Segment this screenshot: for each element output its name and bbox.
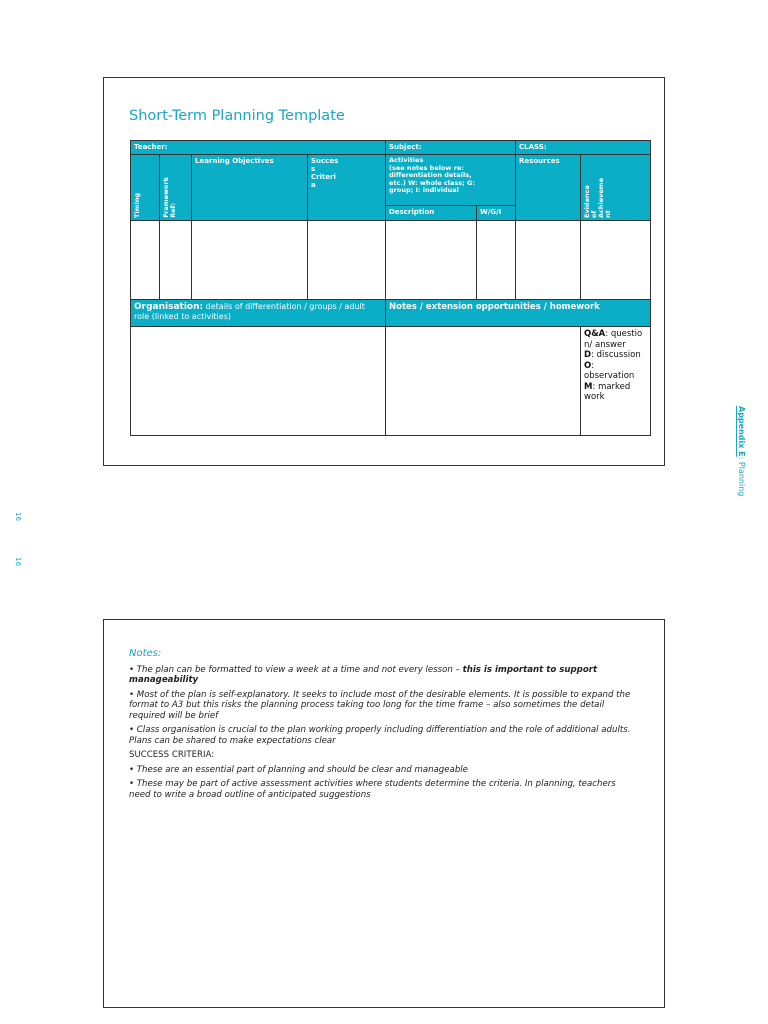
- d-text: : discussion: [591, 350, 641, 360]
- planning-table: [130, 140, 651, 436]
- evidence-cell[interactable]: [581, 221, 651, 300]
- success-criteria-heading: SUCCESS CRITERIA:: [129, 750, 215, 760]
- resources-label: Resources: [519, 157, 560, 165]
- resources-header: [516, 155, 581, 221]
- timing-label: Timing: [133, 193, 141, 218]
- organisation-header: [131, 300, 386, 327]
- wgi-label: W/G/I: [480, 208, 502, 216]
- assessment-key-cell: [581, 327, 651, 436]
- list-item: • These may be part of active assessment activities where students determine the criteria. In planning, teachers need to write a broad outline of anticipated suggestions: [129, 779, 616, 800]
- class-label: CLASS:: [519, 143, 547, 151]
- framework-header: [160, 155, 192, 221]
- success-criteria-cell[interactable]: [308, 221, 386, 300]
- subject-cell: [386, 141, 516, 155]
- appendix-suffix: : Planning: [737, 456, 746, 497]
- appendix-label: Appendix E: [737, 406, 746, 457]
- page-number: 16: [14, 557, 22, 566]
- success-criteria-header: [308, 155, 386, 221]
- timing-cell[interactable]: [131, 221, 160, 300]
- d-key: D: [584, 350, 592, 360]
- o-key: O: [584, 360, 592, 371]
- page-number: 16: [14, 512, 22, 521]
- teacher-cell: [131, 141, 386, 155]
- appendix-side-label: [737, 406, 746, 496]
- bullet-text: • The plan can be formatted to view a week at a time and not every lesson –: [129, 664, 463, 675]
- learning-objectives-cell[interactable]: [192, 221, 308, 300]
- template-title: Short-Term Planning Template: [129, 108, 345, 124]
- framework-label: Framework Ref:: [162, 177, 177, 218]
- notes-heading: Notes:: [129, 648, 162, 659]
- notes-header: [386, 300, 651, 327]
- slide-planning-template: [103, 77, 665, 466]
- framework-cell[interactable]: [160, 221, 192, 300]
- table-row: [131, 221, 651, 300]
- description-label: Description: [389, 208, 435, 216]
- list-item: • These are an essential part of planning and should be clear and manageable: [129, 764, 468, 775]
- list-item: • Most of the plan is self-explanatory. It seeks to include most of the desirable elements. It is possible to expand the format to A3 but this risks the planning process taking too long for the time frame – also sometimes the detail required will be brief: [129, 689, 631, 721]
- list-item: • Class organisation is crucial to the plan working properly including differentiation and the role of additional adults. Plans can be shared to make expectations clear: [129, 725, 631, 746]
- evidence-label: Evidence of Achieveme nt: [583, 178, 613, 218]
- activities-label: Activities (see notes below re: differentiation details, etc.) W: whole class; G: group; I: individual: [389, 156, 475, 194]
- description-header: [386, 206, 477, 221]
- bullet-emphasis: this is important to support manageability: [129, 664, 598, 685]
- slide-notes: [103, 619, 665, 1008]
- m-text: : marked work: [584, 381, 631, 402]
- resources-cell[interactable]: [516, 221, 581, 300]
- notes-extension-label: Notes / extension opportunities / homework: [389, 302, 600, 312]
- organisation-label: Organisation:: [134, 302, 204, 312]
- organisation-cell[interactable]: [131, 327, 386, 436]
- class-cell: [516, 141, 651, 155]
- m-key: M: [584, 381, 593, 392]
- learning-objectives-label: Learning Objectives: [195, 157, 274, 165]
- teacher-label: Teacher:: [134, 143, 168, 151]
- activities-header: [386, 155, 516, 206]
- qa-key: Q&A: [584, 329, 606, 339]
- list-item: [129, 665, 639, 686]
- notes-cell[interactable]: [386, 327, 581, 436]
- qa-text: : questio n/ answer: [584, 329, 643, 350]
- o-text: : observation: [584, 360, 635, 381]
- subject-label: Subject:: [389, 143, 422, 151]
- evidence-header: [581, 155, 651, 221]
- success-criteria-label: Succes s Criteri a: [311, 157, 339, 189]
- wgi-cell[interactable]: [477, 221, 516, 300]
- description-cell[interactable]: [386, 221, 477, 300]
- wgi-header: [477, 206, 516, 221]
- timing-header: [131, 155, 160, 221]
- learning-objectives-header: [192, 155, 308, 221]
- organisation-text: details of differentiation / groups / adult role (linked to activities): [134, 302, 365, 321]
- notes-body: [129, 649, 639, 804]
